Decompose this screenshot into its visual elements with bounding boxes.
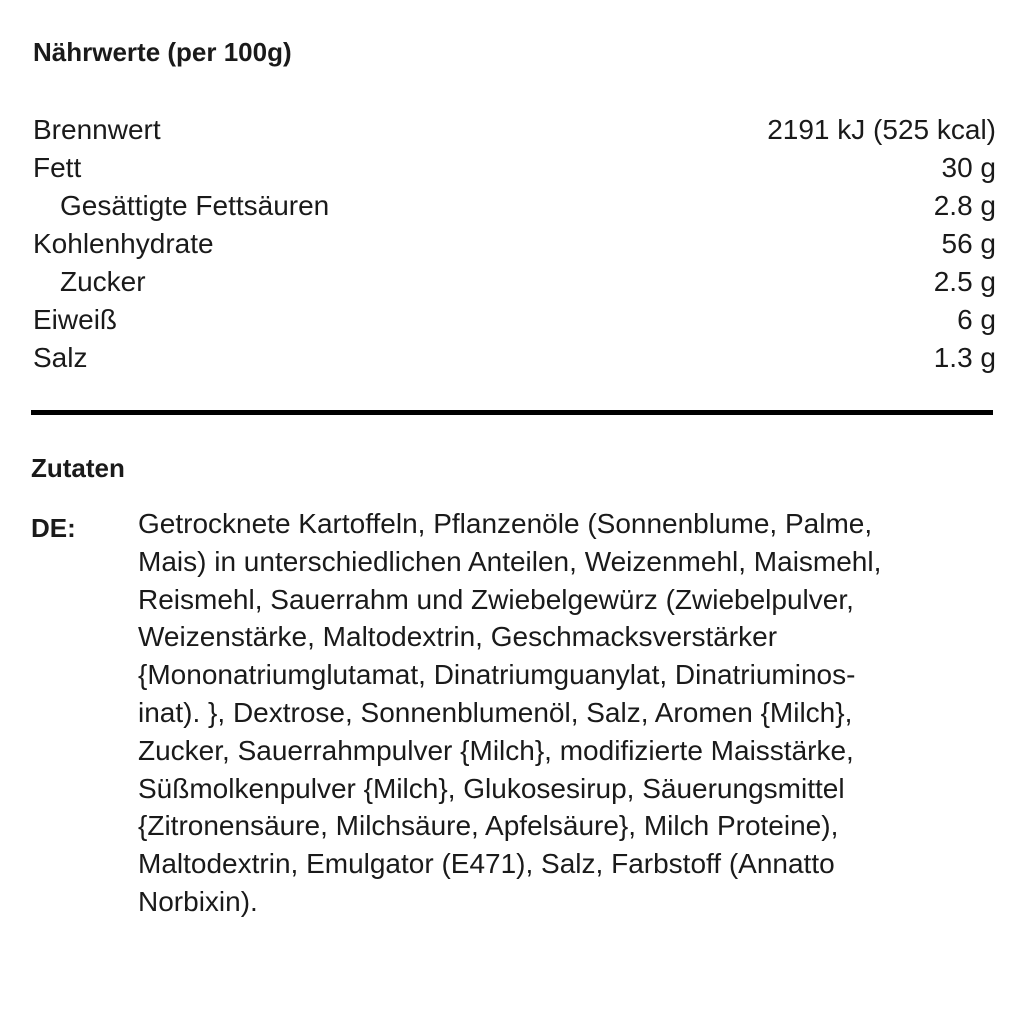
ingredients-line: Süßmolkenpulver {Milch}, Glukosesirup, Säuerungsmittel: [138, 772, 845, 804]
ingredients-line: Reismehl, Sauerrahm und Zwiebelgewürz (Zwiebelpulver,: [138, 583, 854, 615]
nutrient-label: Gesättigte Fettsäuren: [60, 190, 330, 221]
nutrient-label: Brennwert: [33, 114, 161, 145]
ingredients-line: inat). }, Dextrose, Sonnenblumenöl, Salz, Aromen {Milch},: [138, 696, 853, 728]
nutrient-label: Zucker: [60, 266, 146, 297]
nutrient-value: 30 g: [941, 152, 996, 183]
nutrition-row-fat: [33, 149, 996, 187]
section-divider: [31, 410, 993, 415]
nutrient-value: 2191 kJ (525 kcal): [767, 114, 996, 145]
nutrition-title: Nährwerte (per 100g): [33, 37, 292, 67]
language-code: DE:: [31, 513, 76, 543]
ingredients-line: Mais) in unterschiedlichen Anteilen, Weizenmehl, Maismehl,: [138, 545, 882, 577]
ingredients-line: Weizenstärke, Maltodextrin, Geschmacksverstärker: [138, 621, 778, 653]
nutrient-label: Fett: [33, 152, 82, 183]
ingredients-text: [138, 505, 998, 921]
ingredients-line: Maltodextrin, Emulgator (E471), Salz, Farbstoff (Annatto: [138, 848, 835, 880]
nutrient-value: 56 g: [941, 228, 996, 259]
nutrition-row-carbohydrates: [33, 225, 996, 263]
nutrition-table: [33, 111, 996, 377]
nutrient-label: Kohlenhydrate: [33, 228, 214, 259]
nutrient-value: 1.3 g: [933, 342, 996, 373]
nutrient-label: Eiweiß: [33, 304, 118, 335]
nutrition-row-saturated-fat: [33, 187, 996, 225]
nutrition-row-salt: [33, 339, 996, 377]
ingredients-line: Getrocknete Kartoffeln, Pflanzenöle (Sonnenblume, Palme,: [138, 508, 873, 539]
nutrient-label: Salz: [33, 342, 88, 373]
ingredients-line: {Mononatriumglutamat, Dinatriumguanylat, Dinatriuminos-: [138, 659, 856, 691]
nutrition-row-energy: [33, 111, 996, 149]
nutrient-value: 2.5 g: [933, 266, 996, 297]
ingredients-line: Zucker, Sauerrahmpulver {Milch}, modifizierte Maisstärke,: [138, 734, 854, 766]
nutrient-value: 2.8 g: [933, 190, 996, 221]
ingredients-title: Zutaten: [31, 453, 125, 483]
ingredients-line: {Zitronensäure, Milchsäure, Apfelsäure}, Milch Proteine),: [138, 810, 839, 842]
ingredients-line: Norbixin).: [138, 885, 258, 917]
nutrition-row-sugar: [33, 263, 996, 301]
nutrition-row-protein: [33, 301, 996, 339]
nutrient-value: 6 g: [957, 304, 996, 335]
